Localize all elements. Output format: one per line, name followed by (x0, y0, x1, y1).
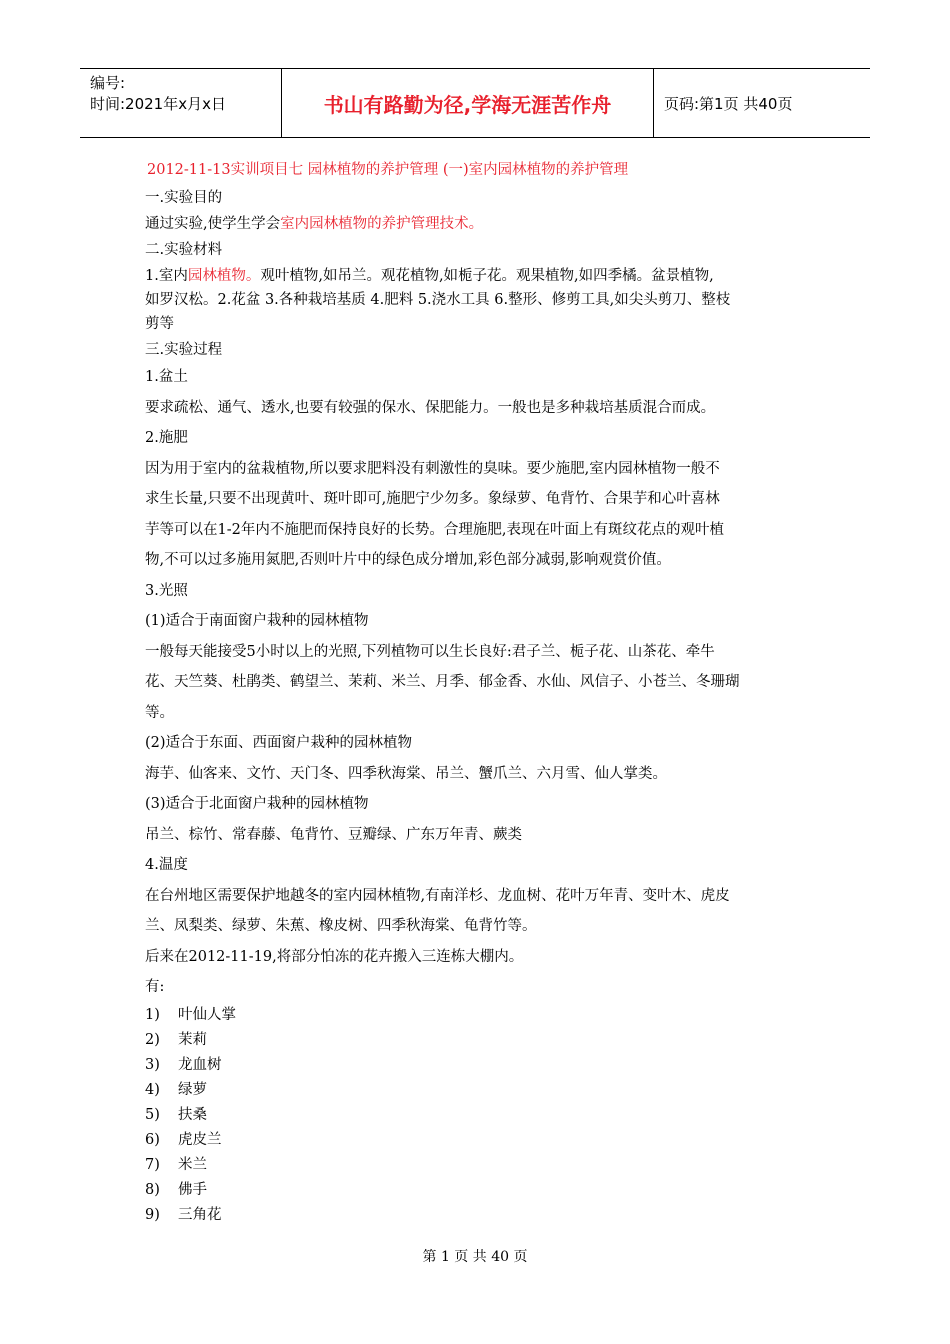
fertilizer-line: 因为用于室内的盆栽植物,所以要求肥料没有刺激性的臭味。要少施肥,室内园林植物一般不 (145, 460, 720, 477)
materials-line: 1.室内园林植物。观叶植物,如吊兰。观花植物,如栀子花。观果植物,如四季橘。盆景植物, (145, 268, 714, 284)
list-item: 9) 三角花 (145, 1206, 222, 1223)
section-heading: 二.实验材料 (145, 242, 223, 258)
later-note: 后来在2012-11-19,将部分怕冻的花卉搬入三连栋大棚内。 (145, 948, 524, 965)
plant-list (145, 1003, 815, 1228)
section-heading: 一.实验目的 (145, 190, 223, 206)
list-item: 1) 叶仙人掌 (145, 1006, 236, 1023)
subheading-fertilizer: 2.施肥 (145, 430, 188, 446)
plants-link[interactable]: 园林植物。 (187, 268, 261, 284)
subheading-north: (3)适合于北面窗户栽种的园林植物 (145, 796, 369, 812)
fertilizer-line: 芋等可以在1-2年内不施肥而保持良好的长势。合理施肥,表现在叶面上有斑纹花点的观叶植 (145, 521, 724, 538)
list-item: 5) 扶桑 (145, 1106, 207, 1123)
purpose-text: 通过实验,使学生学会室内园林植物的养护管理技术。 (145, 216, 484, 232)
subheading-soil: 1.盆土 (145, 369, 188, 385)
south-line: 一般每天能接受5小时以上的光照,下列植物可以生长良好:君子兰、栀子花、山茶花、牵牛 (145, 643, 715, 660)
east-west-text: 海芋、仙客来、文竹、天门冬、四季秋海棠、吊兰、蟹爪兰、六月雪、仙人掌类。 (145, 765, 667, 782)
materials-line: 如罗汉松。2.花盆 3.各种栽培基质 4.肥料 5.浇水工具 6.整形、修剪工具,如尖头剪刀、整枝 (145, 292, 731, 308)
temperature-line: 在台州地区需要保护地越冬的室内园林植物,有南洋杉、龙血树、花叶万年青、变叶木、虎皮 (145, 887, 730, 904)
subheading-south: (1)适合于南面窗户栽种的园林植物 (145, 613, 369, 629)
page-footer: 第 1 页 共 40 页 (422, 1249, 528, 1265)
purpose-link[interactable]: 室内园林植物的养护管理技术。 (280, 216, 484, 232)
subheading-east-west: (2)适合于东面、西面窗户栽种的园林植物 (145, 735, 413, 751)
north-text: 吊兰、棕竹、常春藤、龟背竹、豆瓣绿、广东万年青、蕨类 (145, 826, 522, 843)
south-line: 等。 (145, 704, 174, 721)
list-intro: 有: (145, 979, 165, 995)
list-item: 8) 佛手 (145, 1181, 207, 1198)
subheading-light: 3.光照 (145, 582, 188, 599)
list-item: 6) 虎皮兰 (145, 1131, 222, 1148)
fertilizer-line: 物,不可以过多施用氮肥,否则叶片中的绿色成分增加,彩色部分减弱,影响观赏价值。 (145, 552, 671, 568)
temperature-line: 兰、凤梨类、绿萝、朱蕉、橡皮树、四季秋海棠、龟背竹等。 (145, 918, 537, 934)
subheading-temperature: 4.温度 (145, 857, 188, 873)
list-item: 3) 龙血树 (145, 1056, 222, 1073)
south-line: 花、天竺葵、杜鹃类、鹤望兰、茉莉、米兰、月季、郁金香、水仙、风信子、小苍兰、冬珊瑚 (145, 674, 740, 690)
soil-text: 要求疏松、通气、透水,也要有较强的保水、保肥能力。一般也是多种栽培基质混合而成。 (145, 399, 716, 416)
time-label: 时间:2021年x月x日 (90, 95, 226, 113)
page-header (80, 68, 870, 138)
list-item: 4) 绿萝 (145, 1081, 207, 1098)
header-page-info: 页码:第1页 共40页 (664, 94, 793, 113)
header-meta (80, 69, 281, 137)
header-motto: 书山有路勤为径,学海无涯苦作舟 (281, 69, 654, 137)
materials-line: 剪等 (145, 316, 174, 332)
list-item: 7) 米兰 (145, 1156, 207, 1173)
document-body (145, 158, 815, 1228)
list-item: 2) 茉莉 (145, 1031, 207, 1048)
document-title: 2012-11-13实训项目七 园林植物的养护管理 (一)室内园林植物的养护管理 (147, 162, 629, 178)
code-label: 编号: (90, 74, 126, 92)
fertilizer-line: 求生长量,只要不出现黄叶、斑叶即可,施肥宁少勿多。象绿萝、龟背竹、合果芋和心叶喜林 (145, 491, 720, 507)
section-heading: 三.实验过程 (145, 342, 223, 358)
